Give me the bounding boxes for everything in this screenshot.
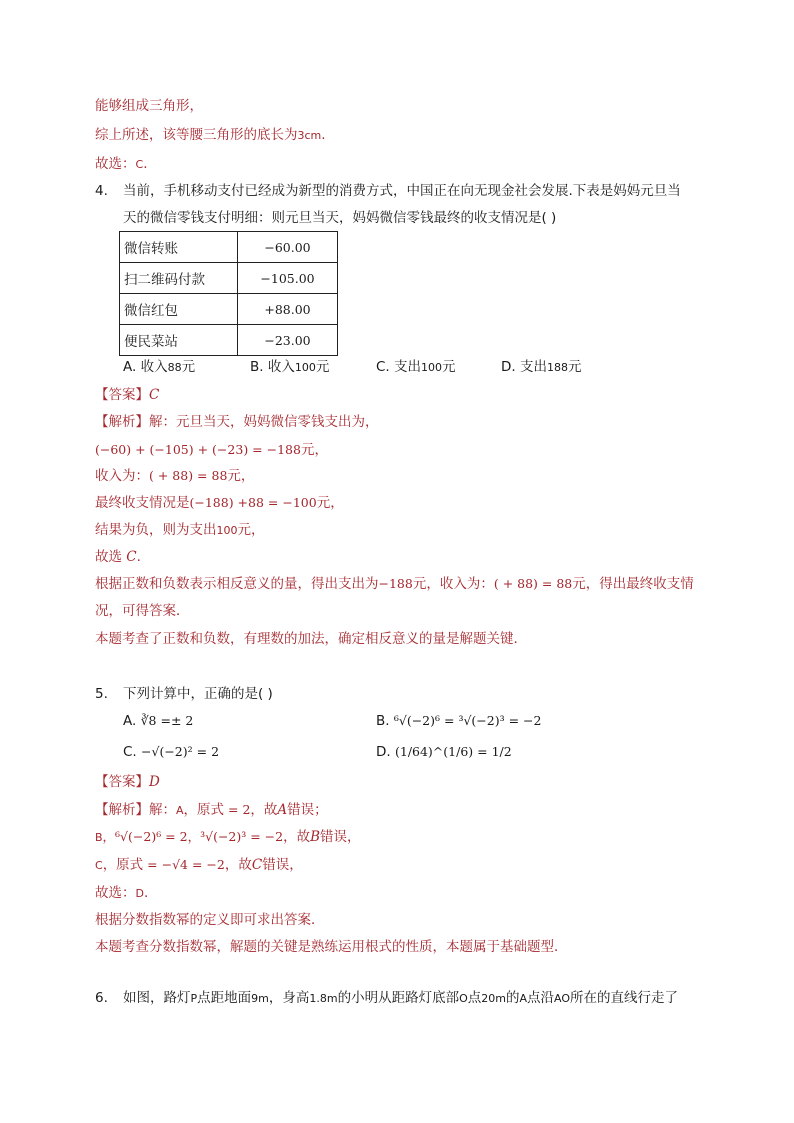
analysis-line-4-9: 本题考查了正数和负数，有理数的加法，确定相反意义的量是解题关键． [95,631,527,647]
text: 点沿 [527,990,554,1006]
table-cell-value: +88.00 [238,294,338,325]
math-value: 20m [481,992,506,1005]
line-form-triangle: 能够组成三角形， [95,98,203,114]
line-conclusion [95,125,326,146]
text: 故选 [95,549,127,565]
analysis-line-5-5: 根据分数指数幂的定义即可求出答案． [95,912,325,928]
text: 解：元旦当天，妈妈微信零钱支出为， [149,414,379,430]
answer-letter: C [135,158,144,171]
math-value: O [459,992,468,1005]
option-ref: C [95,859,103,872]
math-value: P [190,992,198,1005]
option-text: 元 [181,359,196,375]
math-value: 100 [216,524,238,537]
table-row [120,294,338,325]
question-4-text-1: 当前，手机移动支付已经成为新型的消费方式，中国正在向无现金社会发展.下表是妈妈元旦当 [123,183,681,199]
option-text: 元 [567,359,582,375]
table-row [120,325,338,356]
analysis-line-5-2 [95,827,361,848]
analysis-label: 【解析】 [95,414,149,430]
option-text: 收入 [140,359,168,375]
math-value: A [519,992,527,1005]
option-c[interactable] [376,357,456,378]
math-expression: ( + 88) = 88 [149,468,228,483]
answer-label: 【答案】 [95,774,149,790]
math-expression: = −√4 = −2 [143,857,225,872]
table-cell-value: −105.00 [238,263,338,294]
math-expression: ，⁶√(−2)⁶ = 2，³√(−2)³ = −2 [102,829,284,844]
option-text: 支出 [519,359,547,375]
text: 错误， [320,829,361,845]
analysis-line-5-3 [95,855,303,876]
analysis-line-5-4 [95,883,148,904]
option-b[interactable] [250,357,329,378]
analysis-line-5-1 [95,800,328,821]
text: . [321,127,326,143]
text: ，原式 [183,802,225,818]
text: 点距地面 [197,990,252,1006]
table-cell-label: 微信红包 [120,294,238,325]
option-letter: B. [376,713,390,729]
option-ref: C [251,857,263,873]
analysis-line-4-8: 况，可得答案． [95,603,190,619]
text: ，故 [224,857,252,873]
option-math: ∛8 =± 2 [140,713,194,728]
option-text: 收入 [267,359,295,375]
text: 元， [300,442,328,458]
option-d[interactable] [501,357,581,378]
text: 点 [467,990,482,1006]
question-number-4: 4. [95,183,108,199]
analysis-line-4-6 [95,547,141,567]
text: 错误； [287,802,328,818]
text: ，原式 [102,857,144,873]
answer-line-5 [95,772,160,792]
math-value: 1.8m [309,992,338,1005]
answer-value: D [149,774,160,790]
analysis-line-4-2 [95,440,328,460]
answer-line-4 [95,385,159,405]
analysis-label: 【解析】 [95,802,149,818]
text: 根据正数和负数表示相反意义的量，得出支出为 [95,576,379,592]
text: . [143,885,149,901]
table-cell-label: 微信转账 [120,232,238,263]
text: ，故 [250,802,278,818]
math-value: −188 [378,576,413,591]
option-ref: B [310,829,321,845]
option-a[interactable] [123,711,193,731]
option-ref: B [95,831,103,844]
analysis-line-4-3 [95,466,254,486]
analysis-line-4-4 [95,493,344,513]
option-text: 支出 [394,359,422,375]
table-cell-label: 扫二维码付款 [120,263,238,294]
table-row [120,263,338,294]
option-number: 88 [167,361,182,374]
table-row [120,232,338,263]
text: 如图，路灯 [123,990,191,1006]
math-value: 9m [251,992,269,1005]
text: . [143,156,148,172]
option-text: 元 [315,359,330,375]
question-4-text-2: 天的微信零钱支付明细：则元旦当天，妈妈微信零钱最终的收支情况是( ) [123,210,557,226]
table-cell-label: 便民菜站 [120,325,238,356]
table-cell-value: −60.00 [238,232,338,263]
option-math: (1/64)^(1/6) = 1/2 [394,744,512,759]
option-number: 100 [294,361,316,374]
option-number: 100 [421,361,443,374]
payment-table [119,231,338,356]
option-ref: A [176,804,184,817]
text: 元，得出最终收支情 [572,576,694,592]
option-letter: A. [123,359,137,375]
table-cell-value: −23.00 [238,325,338,356]
question-6-text [123,988,678,1009]
analysis-line-4-7 [95,574,694,594]
option-letter: B. [250,359,264,375]
text: 收入为： [95,468,149,484]
text: 错误， [262,857,303,873]
text: 元， [237,522,265,538]
answer-letter: D [135,887,144,900]
text: 的 [505,990,520,1006]
math-value: AO [554,992,570,1005]
math-expression: (−188) +88 = −100 [189,495,317,510]
analysis-line-5-6: 本题考查分数指数幂，解题的关键是熟练运用根式的性质，本题属于基础题型． [95,939,568,955]
math-value: 3cm [297,129,322,142]
text: 故选： [95,156,136,172]
text: 综上所述，该等腰三角形的底长为 [95,127,298,143]
option-math: −√(−2)² = 2 [141,744,220,759]
answer-label: 【答案】 [95,387,149,403]
option-number: 188 [546,361,568,374]
math-expression: ( + 88) = 88 [493,576,573,591]
text: ，身高 [268,990,310,1006]
text: 所在的直线行走了 [570,990,678,1006]
answer-letter: C [126,549,137,565]
option-letter: A. [123,713,137,729]
text: ，故 [283,829,311,845]
analysis-line-4-5 [95,520,265,541]
text: 的小明从距路灯底部 [337,990,460,1006]
text: 解： [149,802,176,818]
text: 结果为负，则为支出 [95,522,217,538]
question-5-text: 下列计算中，正确的是( ) [123,686,273,702]
option-d[interactable] [376,742,512,762]
option-math: ⁶√(−2)⁶ = ³√(−2)³ = −2 [393,713,542,728]
text: 故选： [95,885,136,901]
text: 元， [227,468,255,484]
option-ref: A [277,802,288,818]
text: . [136,549,141,565]
option-letter: D. [501,359,516,375]
option-text: 元 [442,359,456,375]
text: 元，收入为： [412,576,494,592]
text: 元， [316,495,344,511]
option-c[interactable] [123,742,219,762]
option-a[interactable] [123,357,195,378]
text: 最终收支情况是 [95,495,190,511]
math-expression: (−60) + (−105) + (−23) = −188 [95,442,301,457]
question-number-5: 5. [95,686,108,702]
option-letter: C. [123,744,137,760]
question-number-6: 6. [95,990,108,1006]
math-expression: = 2 [224,802,251,817]
option-letter: D. [376,744,391,760]
line-choose [95,154,147,175]
answer-value: C [149,387,160,403]
analysis-line-4-1 [95,412,379,432]
option-b[interactable] [376,711,541,731]
option-letter: C. [376,359,390,375]
